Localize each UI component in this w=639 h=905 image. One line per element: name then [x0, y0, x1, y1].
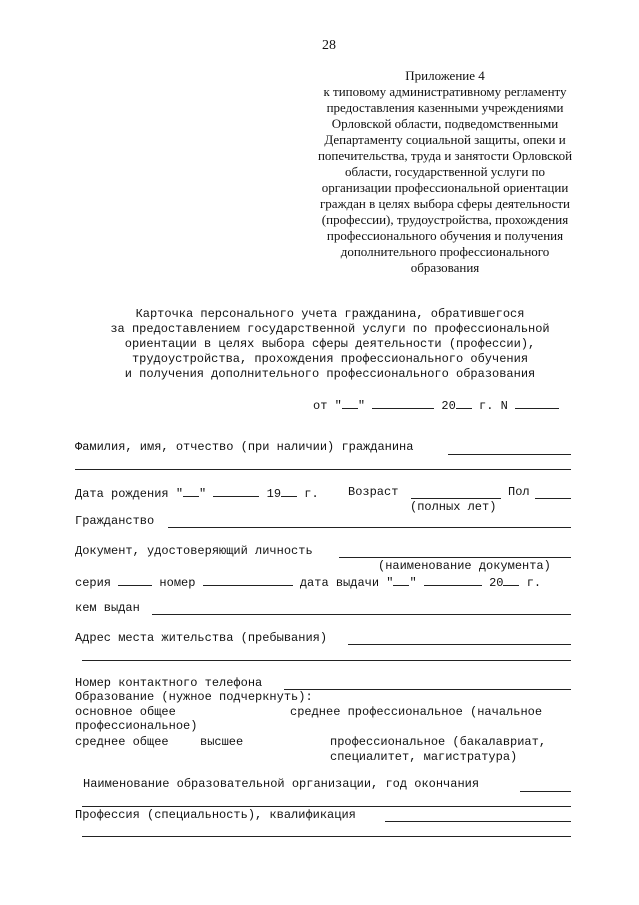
profession-field[interactable]: [385, 821, 571, 822]
annex-block: [300, 68, 590, 276]
card-title-line: ориентации в целях выбора сферы деятельности (профессии),: [124, 337, 536, 351]
age-field[interactable]: [411, 498, 501, 499]
birth-date-row: Дата рождения " " 19 г.: [75, 487, 319, 501]
phone-field[interactable]: [284, 689, 571, 690]
annex-line: (профессии), трудоустройства, прохождения: [321, 212, 569, 227]
birth-month-field[interactable]: [213, 485, 259, 497]
card-title-line: и получения дополнительного профессионального образования: [124, 367, 536, 381]
birth-year-field[interactable]: [281, 485, 297, 497]
annex-line: дополнительного профессионального: [340, 244, 550, 259]
card-title-line: Карточка персонального учета гражданина, обратившегося: [135, 307, 525, 321]
month-field[interactable]: [372, 397, 434, 409]
issued-by-field[interactable]: [152, 614, 571, 615]
day-field[interactable]: [342, 397, 358, 409]
edu-option-higher-prof-cont: специалитет, магистратура): [330, 750, 518, 764]
citizenship-field[interactable]: [168, 527, 571, 528]
annex-line: к типовому административному регламенту: [323, 84, 567, 99]
edu-org-field-continued[interactable]: [82, 806, 571, 807]
card-title-line: за предоставлением государственной услуги по профессиональной: [110, 322, 550, 336]
profession-label: Профессия (специальность), квалификация: [75, 808, 356, 822]
education-label: Образование (нужное подчеркнуть):: [75, 690, 313, 704]
annex-line: Приложение 4: [405, 68, 485, 83]
annex-line: граждан в целях выбора сферы деятельности: [319, 196, 571, 211]
edu-option-secondary-prof-cont: профессиональное): [75, 719, 198, 733]
series-field[interactable]: [118, 574, 152, 586]
edu-option-higher[interactable]: высшее: [200, 735, 244, 749]
full-name-label: Фамилия, имя, отчество (при наличии) гражданина: [75, 440, 414, 454]
age-label: Возраст: [348, 485, 399, 499]
issue-month-field[interactable]: [424, 574, 482, 586]
edu-option-secondary-prof[interactable]: среднее профессиональное (начальное: [290, 705, 543, 719]
annex-line: области, государственной услуги по: [344, 164, 546, 179]
citizenship-label: Гражданство: [75, 514, 155, 528]
annex-line: организации профессиональной ориентации: [321, 180, 569, 195]
annex-line: Департаменту социальной защиты, опеки и: [324, 132, 566, 147]
age-hint: (полных лет): [410, 500, 497, 514]
sex-field[interactable]: [535, 498, 571, 499]
address-field-continued[interactable]: [82, 660, 571, 661]
annex-line: профессионального обучения и получения: [326, 228, 564, 243]
card-title-line: трудоустройства, прохождения профессионального обучения: [131, 352, 529, 366]
year-field[interactable]: [456, 397, 472, 409]
annex-line: Орловской области, подведомственными: [331, 116, 559, 131]
id-document-field[interactable]: [339, 557, 571, 558]
edu-org-label: Наименование образовательной организации, год окончания: [83, 777, 480, 791]
issued-by-label: кем выдан: [75, 601, 140, 615]
full-name-field[interactable]: [448, 454, 571, 455]
edu-option-basic[interactable]: основное общее: [75, 705, 176, 719]
issue-day-field[interactable]: [393, 574, 409, 586]
sex-label: Пол: [508, 485, 530, 499]
page-number: 28: [322, 38, 336, 53]
phone-label: Номер контактного телефона: [75, 676, 263, 690]
series-row: серия номер дата выдачи " " 20 г.: [75, 576, 542, 590]
annex-line: образования: [410, 260, 480, 275]
edu-option-higher-prof[interactable]: профессиональное (бакалавриат,: [330, 735, 547, 749]
issue-year-field[interactable]: [503, 574, 519, 586]
address-field[interactable]: [348, 644, 571, 645]
id-document-label: Документ, удостоверяющий личность: [75, 544, 313, 558]
annex-line: попечительства, труда и занятости Орловской: [317, 148, 573, 163]
doc-number-field[interactable]: [203, 574, 293, 586]
annex-line: предоставления казенными учреждениями: [326, 100, 564, 115]
date-line: от " " 20 г. N: [313, 397, 559, 414]
edu-org-field[interactable]: [520, 791, 571, 792]
edu-option-secondary-general[interactable]: среднее общее: [75, 735, 169, 749]
full-name-field-continued[interactable]: [75, 469, 571, 470]
address-label: Адрес места жительства (пребывания): [75, 631, 328, 645]
birth-day-field[interactable]: [183, 485, 199, 497]
card-number-field[interactable]: [515, 397, 559, 409]
profession-field-continued[interactable]: [82, 836, 571, 837]
card-title: [60, 307, 600, 382]
id-document-hint: (наименование документа): [378, 559, 551, 573]
